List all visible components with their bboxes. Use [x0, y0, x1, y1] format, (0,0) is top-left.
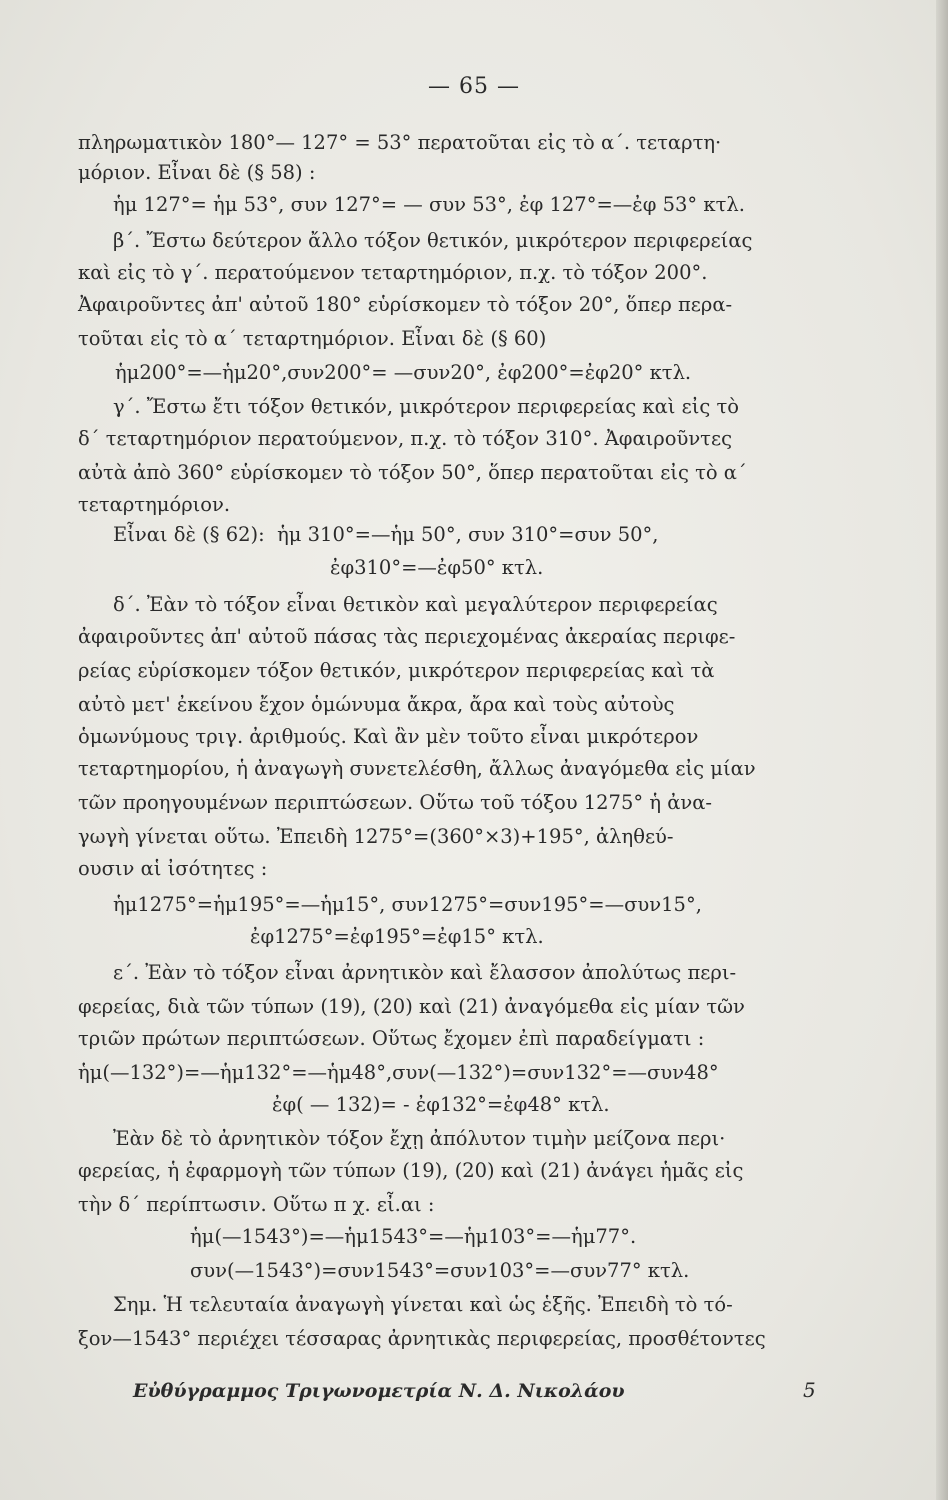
text-line: τεταρτημόριον.	[78, 493, 231, 516]
page-number: — 65 —	[428, 74, 520, 99]
text-line: δ΄ τεταρτημόριον περατούμενον, π.χ. τὸ τόξον 310°. Ἀφαιροῦντες	[78, 427, 732, 450]
text-line: φερείας, ἡ ἐφαρμογὴ τῶν τύπων (19), (20) καὶ (21) ἀνάγει ἡμᾶς εἰς	[78, 1159, 744, 1182]
text-line: ἀφαιροῦντες ἀπ' αὐτοῦ πάσας τὰς περιεχομένας ἀκεραίας περιφε-	[78, 625, 736, 648]
text-line: τῶν προηγουμένων περιπτώσεων. Οὕτω τοῦ τόξου 1275° ἡ ἀνα-	[78, 791, 712, 814]
text-line: γωγὴ γίνεται οὕτω. Ἐπειδὴ 1275°=(360°×3)+195°, ἀληθεύ-	[78, 825, 674, 848]
text-line: φερείας, διὰ τῶν τύπων (19), (20) καὶ (21) ἀναγόμεθα εἰς μίαν τῶν	[78, 995, 745, 1018]
text-line: ὁμωνύμους τριγ. ἀριθμούς. Καὶ ἂν μὲν τοῦτο εἶναι μικρότερον	[78, 725, 699, 748]
footer-signature-mark: 5	[803, 1378, 816, 1402]
text-line: ἐφ( — 132)= - ἐφ132°=ἐφ48° κτλ.	[272, 1093, 610, 1116]
text-line: β΄. Ἔστω δεύτερον ἄλλο τόξον θετικόν, μικρότερον περιφερείας	[113, 229, 753, 252]
text-line: ουσιν αἱ ἰσότητες :	[78, 857, 268, 880]
text-line: τοῦται εἰς τὸ α΄ τεταρτημόριον. Εἶναι δὲ (§ 60)	[78, 327, 547, 350]
footer-book-title: Εὐθύγραμμος Τριγωνομετρία Ν. Δ. Νικολάου	[133, 1380, 625, 1402]
text-line: ἡμ(—132°)=—ἡμ132°=—ἡμ48°,συν(—132°)=συν132°=—συν48°	[78, 1061, 719, 1084]
text-line: τριῶν πρώτων περιπτώσεων. Οὕτως ἔχομεν ἐπὶ παραδείγματι :	[78, 1027, 705, 1050]
text-line: ε΄. Ἐὰν τὸ τόξον εἶναι ἀρνητικὸν καὶ ἔλασσον ἀπολύτως περι-	[113, 961, 737, 984]
text-line: ρείας εὑρίσκομεν τόξον θετικόν, μικρότερον περιφερείας καὶ τὰ	[78, 659, 715, 682]
text-line: αὐτὸ μετ' ἐκείνου ἔχον ὁμώνυμα ἄκρα, ἄρα καὶ τοὺς αὐτοὺς	[78, 693, 675, 716]
text-line: ἐφ1275°=ἐφ195°=ἐφ15° κτλ.	[250, 925, 544, 948]
text-line: Σημ. Ἡ τελευταία ἀναγωγὴ γίνεται καὶ ὡς ἑξῆς. Ἐπειδὴ τὸ τό-	[113, 1293, 733, 1316]
text-line: Εἶναι δὲ (§ 62): ἡμ 310°=—ἡμ 50°, συν 310°=συν 50°,	[113, 523, 659, 546]
text-line: ἡμ 127°= ἡμ 53°, συν 127°= — συν 53°, ἐφ 127°=—ἐφ 53° κτλ.	[113, 193, 745, 216]
text-line: Ἀφαιροῦντες ἀπ' αὐτοῦ 180° εὑρίσκομεν τὸ τόξον 20°, ὅπερ περα-	[78, 293, 733, 316]
text-line: μόριον. Εἶναι δὲ (§ 58) :	[78, 161, 316, 184]
text-line: ἐφ310°=—ἐφ50° κτλ.	[330, 556, 544, 579]
text-line: δ΄. Ἐὰν τὸ τόξον εἶναι θετικὸν καὶ μεγαλύτερον περιφερείας	[113, 593, 718, 616]
text-line: τεταρτημορίου, ἡ ἀναγωγὴ συνετελέσθη, ἄλλως ἀναγόμεθα εἰς μίαν	[78, 757, 756, 780]
text-line: αὐτὰ ἀπὸ 360° εὑρίσκομεν τὸ τόξον 50°, ὅπερ περατοῦται εἰς τὸ α΄	[78, 461, 747, 484]
text-line: καὶ εἰς τὸ γ΄. περατούμενον τεταρτημόριον, π.χ. τὸ τόξον 200°.	[78, 261, 708, 284]
text-line: πληρωματικὸν 180°— 127° = 53° περατοῦται εἰς τὸ α΄. τεταρτη·	[78, 131, 722, 154]
text-line: ἡμ200°=—ἡμ20°,συν200°= —συν20°, ἐφ200°=ἐφ20° κτλ.	[115, 361, 692, 384]
text-line: Ἐὰν δὲ τὸ ἀρνητικὸν τόξον ἔχῃ ἀπόλυτον τιμὴν μείζονα περι·	[113, 1127, 726, 1150]
text-line: ξον—1543° περιέχει τέσσαρας ἀρνητικὰς περιφερείας, προσθέτοντες	[78, 1327, 766, 1350]
text-line: τὴν δ΄ περίπτωσιν. Οὕτω π χ. εἶ.αι :	[78, 1193, 435, 1216]
text-line: συν(—1543°)=συν1543°=συν103°=—συν77° κτλ.	[190, 1259, 690, 1282]
text-line: γ΄. Ἔστω ἔτι τόξον θετικόν, μικρότερον περιφερείας καὶ εἰς τὸ	[113, 395, 740, 418]
text-line: ἡμ1275°=ἡμ195°=—ἡμ15°, συν1275°=συν195°=—συν15°,	[113, 893, 702, 916]
page-edge	[936, 0, 948, 1500]
text-line: ἡμ(—1543°)=—ἡμ1543°=—ἡμ103°=—ἡμ77°.	[190, 1225, 637, 1248]
